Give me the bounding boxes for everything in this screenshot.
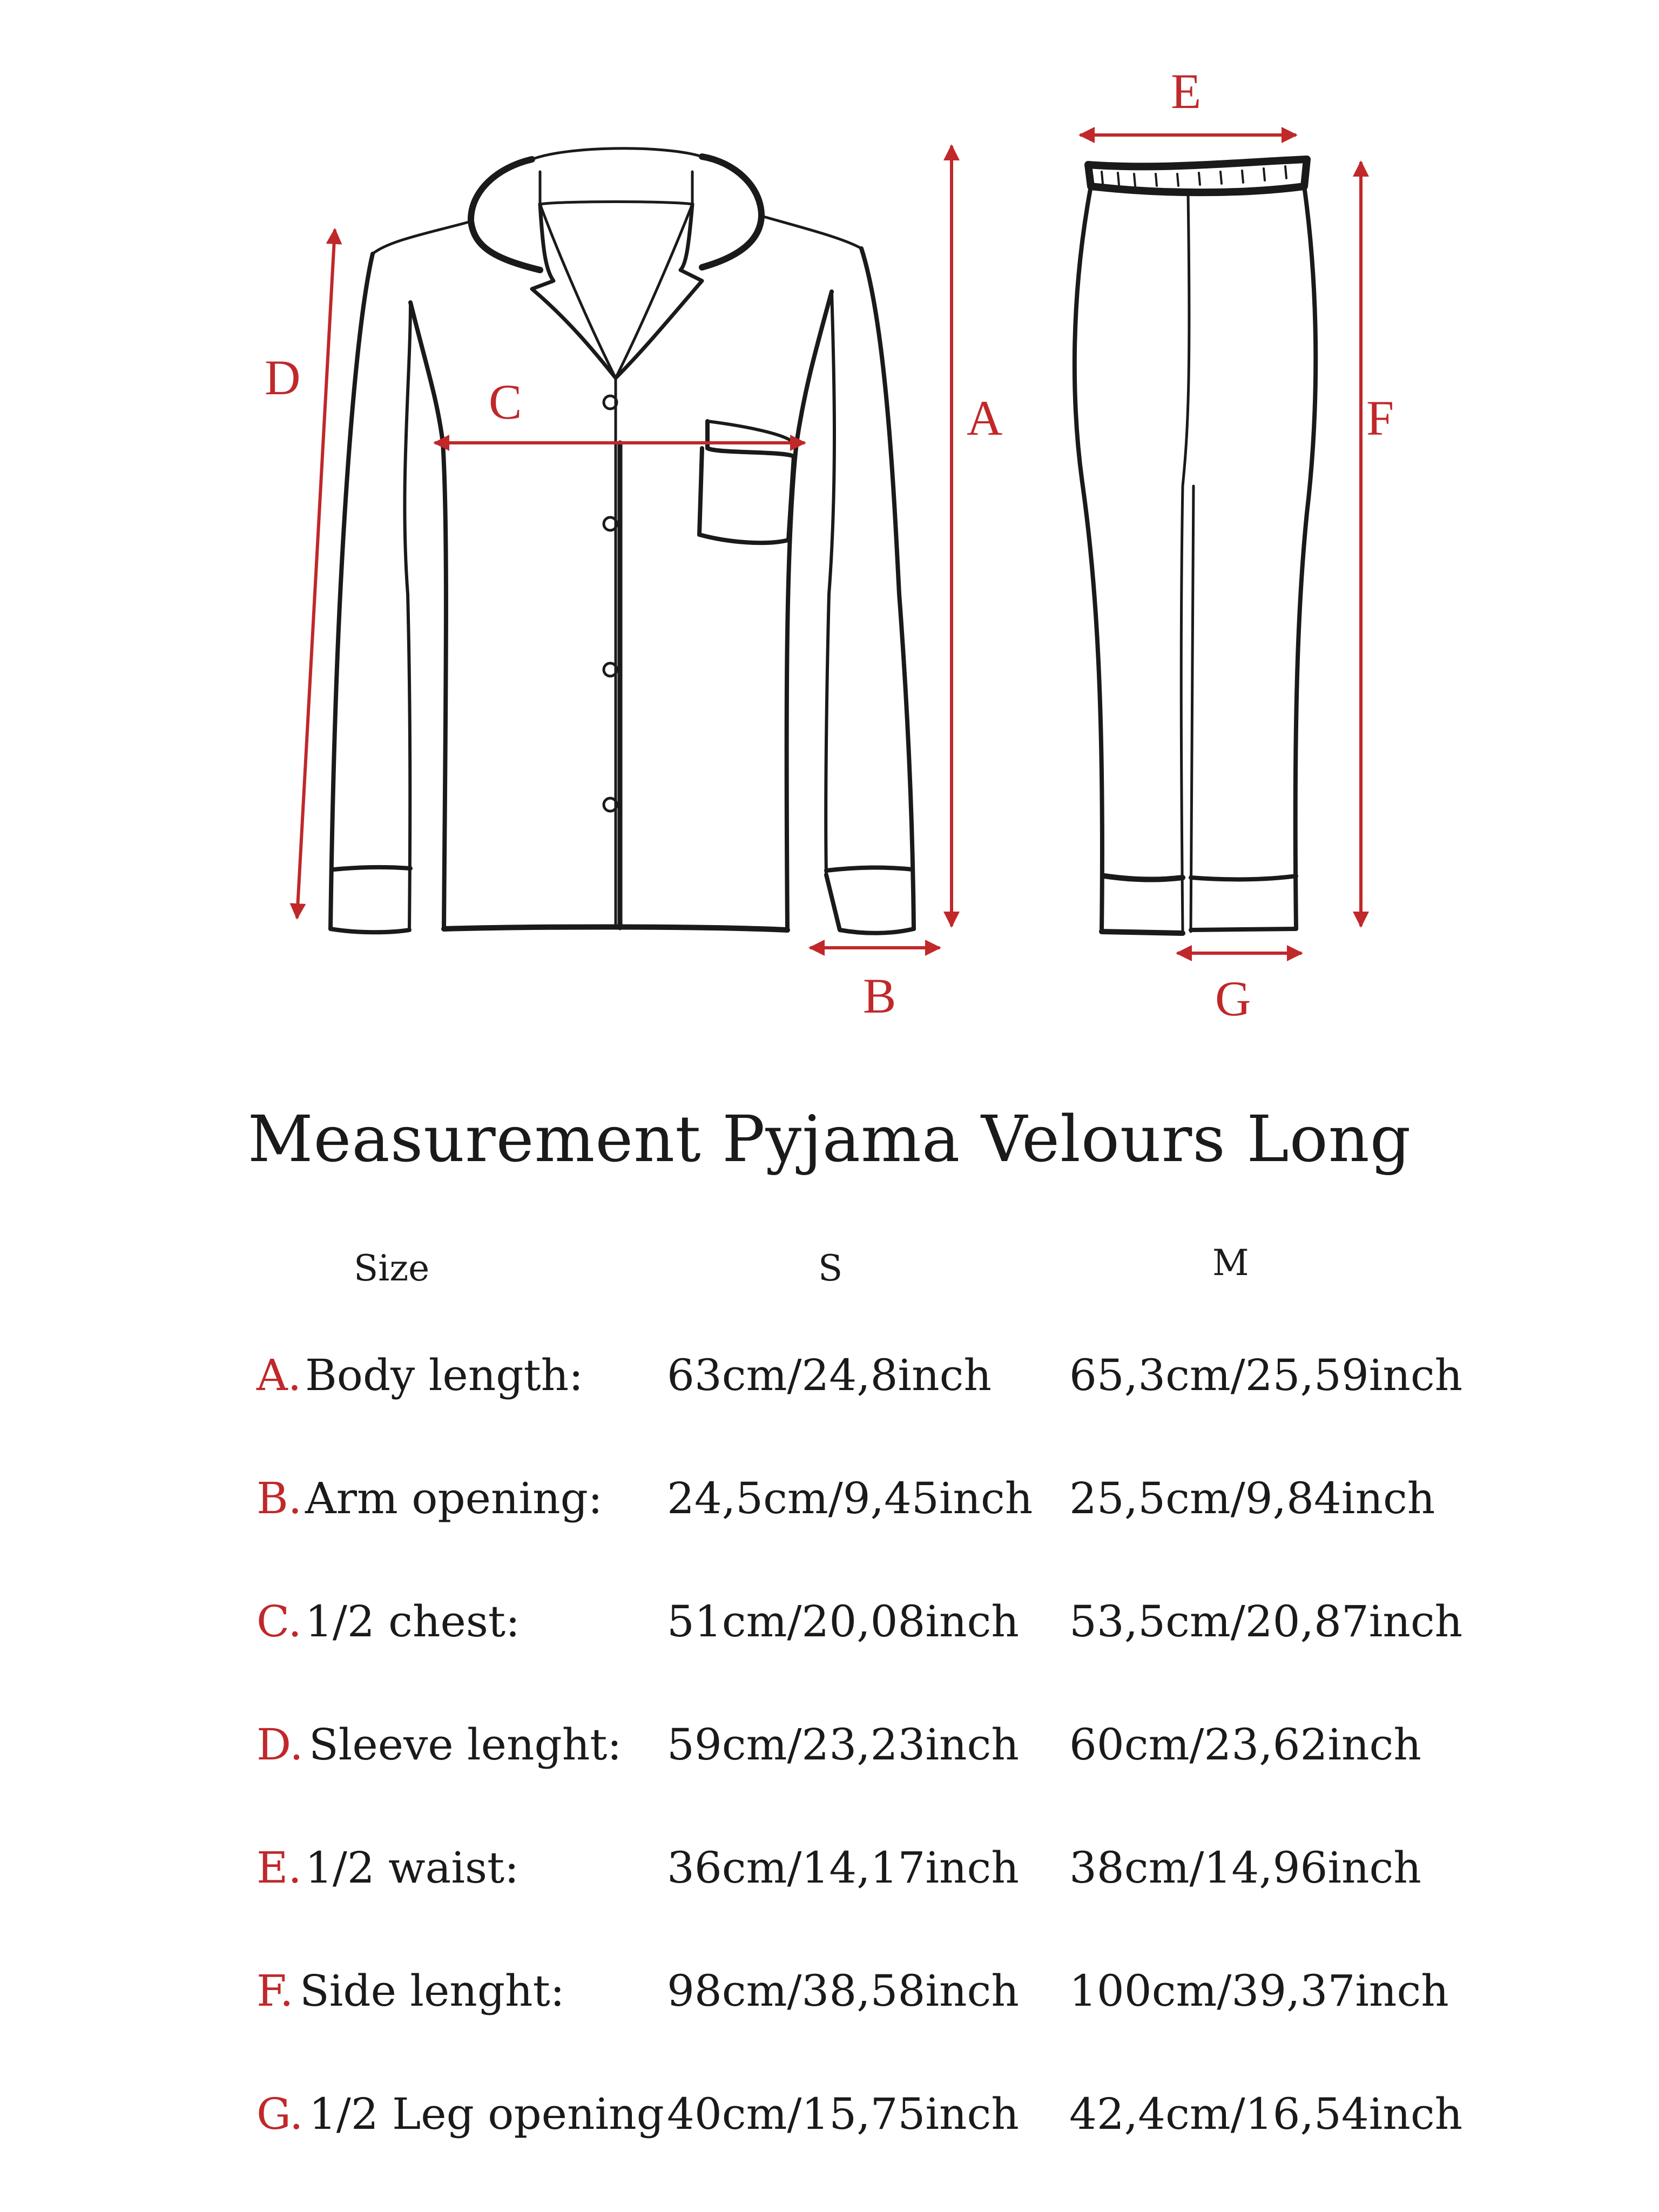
shirt-pocket — [699, 421, 794, 543]
table-row — [0, 1966, 1659, 2031]
header-size: Size — [354, 1247, 430, 1289]
row-value-s: 51cm/20,08inch — [667, 1596, 1019, 1647]
shirt-shoulder-right — [761, 216, 861, 248]
shirt-sleeve-left-inner — [404, 302, 410, 929]
row-value-s: 36cm/14,17inch — [667, 1843, 1019, 1893]
row-value-m: 53,5cm/20,87inch — [1069, 1596, 1463, 1647]
shirt-cuff-right — [826, 867, 914, 933]
shirt-drawing — [331, 149, 914, 933]
pants-inner-right — [1191, 486, 1193, 932]
arrow-d — [297, 230, 335, 918]
row-label: Body length: — [305, 1350, 584, 1400]
pants-drawing — [1075, 159, 1316, 933]
dim-label-b: B — [863, 968, 896, 1023]
pants-outer-right — [1296, 186, 1316, 929]
pants-waistband — [1088, 159, 1307, 192]
shirt-sleeve-right-inner — [826, 292, 834, 875]
dim-label-a: A — [967, 390, 1003, 446]
pants-outer-left — [1075, 186, 1102, 932]
row-label: Sleeve lenght: — [309, 1719, 622, 1770]
shirt-collar — [471, 159, 540, 270]
table-row — [0, 1843, 1659, 1907]
pants-center-seam — [1181, 194, 1189, 932]
row-label: 1/2 chest: — [305, 1596, 521, 1647]
shirt-lapel-left-inner — [540, 204, 616, 378]
row-value-s: 24,5cm/9,45inch — [667, 1473, 1033, 1523]
shirt-shoulder-left — [373, 221, 471, 254]
page-title: Measurement Pyjama Velours Long — [247, 1102, 1412, 1176]
row-value-m: 65,3cm/25,59inch — [1069, 1350, 1463, 1400]
table-row — [0, 1719, 1659, 1784]
pants-hem-left — [1102, 876, 1183, 933]
header-m: M — [1212, 1242, 1249, 1284]
row-letter: E. — [257, 1843, 302, 1893]
header-s: S — [818, 1247, 843, 1289]
row-label: Side lenght: — [300, 1966, 565, 2016]
row-label: 1/2 waist: — [305, 1843, 520, 1893]
row-letter: G. — [257, 2089, 304, 2139]
shirt-cuff-left — [331, 867, 410, 932]
pants-hem-right — [1191, 876, 1296, 930]
garment-diagram — [0, 0, 1659, 1026]
shirt-body-left — [410, 302, 446, 929]
dimension-arrows — [297, 135, 1361, 953]
row-letter: A. — [257, 1350, 302, 1400]
row-value-m: 42,4cm/16,54inch — [1069, 2089, 1463, 2139]
dim-label-d: D — [265, 350, 301, 405]
row-value-s: 98cm/38,58inch — [667, 1966, 1019, 2016]
row-letter: B. — [257, 1473, 302, 1523]
shirt-pocket-flap — [707, 421, 794, 443]
row-letter: D. — [257, 1719, 304, 1770]
row-value-m: 100cm/39,37inch — [1069, 1966, 1449, 2016]
table-row — [0, 1473, 1659, 1538]
row-label: Arm opening: — [305, 1473, 603, 1523]
shirt-sleeve-left-outer — [331, 254, 373, 929]
row-value-m: 25,5cm/9,84inch — [1069, 1473, 1435, 1523]
dim-label-e: E — [1171, 64, 1202, 119]
row-value-m: 60cm/23,62inch — [1069, 1719, 1421, 1770]
row-value-s: 59cm/23,23inch — [667, 1719, 1019, 1770]
shirt-sleeve-right-outer — [861, 248, 914, 929]
row-value-s: 40cm/15,75inch — [667, 2089, 1019, 2139]
table-row — [0, 2089, 1659, 2154]
shirt-lapel-right-inner — [616, 204, 692, 378]
dim-label-f: F — [1366, 390, 1394, 446]
row-value-m: 38cm/14,96inch — [1069, 1843, 1421, 1893]
row-letter: F. — [257, 1966, 294, 2016]
row-value-s: 63cm/24,8inch — [667, 1350, 992, 1400]
row-letter: C. — [257, 1596, 302, 1647]
table-row — [0, 1596, 1659, 1661]
dim-label-g: G — [1215, 971, 1251, 1026]
shirt-neck-inner — [540, 172, 692, 204]
dim-label-c: C — [489, 374, 522, 429]
table-row — [0, 1350, 1659, 1415]
shirt-neck-back — [532, 149, 702, 159]
row-label: 1/2 Leg opening — [309, 2089, 664, 2139]
shirt-collar-right — [702, 157, 761, 267]
